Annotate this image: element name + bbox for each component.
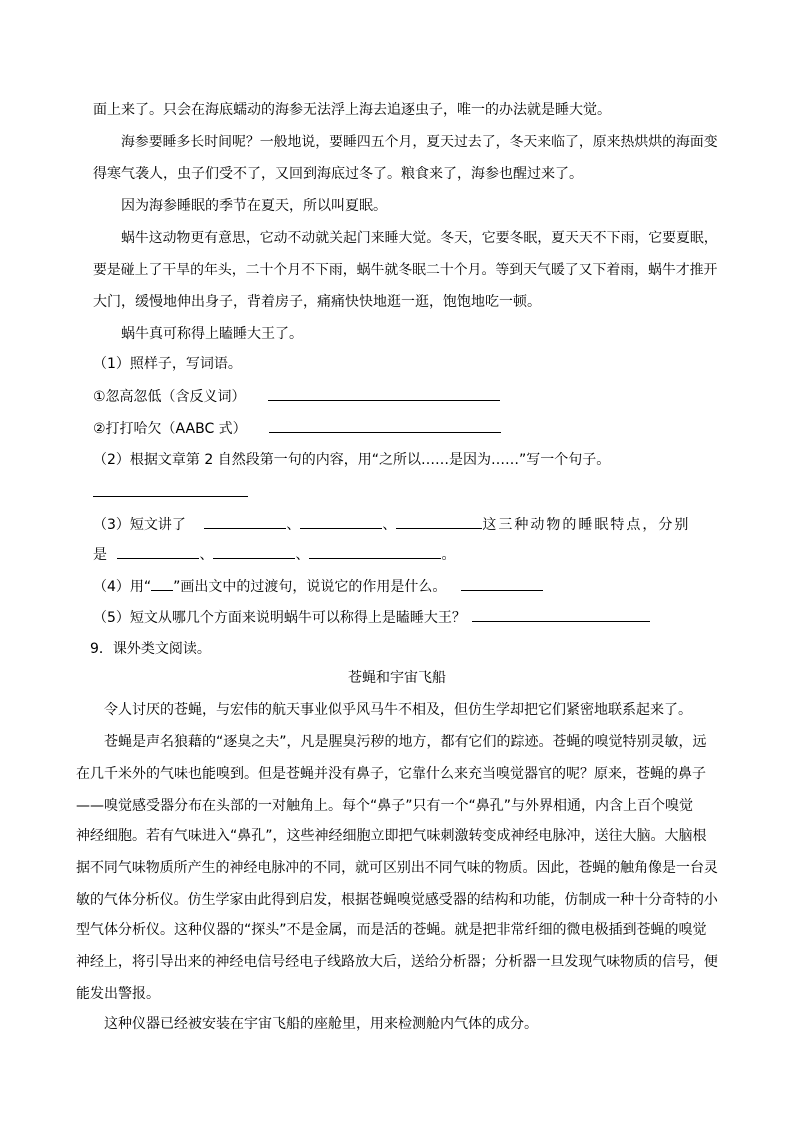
- question-4-text: ”画出文中的过渡句，说说它的作用是什么。: [173, 579, 447, 595]
- paragraph-line: 蜗牛真可称得上瞌睡大王了。: [121, 326, 303, 342]
- question-3-text: 是: [93, 547, 107, 563]
- question-1b: [93, 418, 501, 439]
- paragraph-line: ——嗅觉感受器分布在头部的一对触角上。每个“鼻子”只有一个“鼻孔”与外界相通，内含上百个嗅觉: [76, 798, 694, 814]
- question-2: （2）根据文章第 2 自然段第一句的内容，用“之所以……是因为……”写一个句子。: [93, 452, 611, 468]
- question-1a: [93, 386, 500, 407]
- separator: 、: [286, 517, 301, 533]
- answer-blank[interactable]: [269, 418, 501, 433]
- question-5-text: （5）短文从哪几个方面来说明蜗牛可以称得上是瞌睡大王？: [93, 610, 466, 626]
- paragraph-line: 这种仪器已经被安装在宇宙飞船的座舱里，用来检测舱内气体的成分。: [104, 1016, 538, 1032]
- answer-blank[interactable]: [472, 607, 650, 622]
- paragraph-line: 要是碰上了干旱的年头，二十个月不下雨，蜗牛就冬眠二十个月。等到天气暖了又下着雨，蜗牛才推开: [93, 262, 718, 278]
- paragraph-line: 令人讨厌的苍蝇，与宏伟的航天事业似乎风马牛不相及，但仿生学却把它们紧密地联系起来了。: [104, 702, 692, 718]
- paragraph-line: 据不同气味物质所产生的神经电脉冲的不同，就可区别出不同气味的物质。因此，苍蝇的触角像是一台灵: [76, 860, 718, 876]
- question-3-line-2: [93, 544, 455, 565]
- question-2-answer: [93, 482, 248, 503]
- question-3-line-1: [93, 514, 690, 535]
- article-title: 苍蝇和宇宙飞船: [348, 670, 446, 686]
- paragraph-line: 面上来了。只会在海底蠕动的海参无法浮上海去追逐虫子，唯一的办法就是睡大觉。: [93, 102, 611, 118]
- answer-blank[interactable]: [268, 386, 500, 401]
- paragraph-line: 因为海参睡眠的季节在夏天，所以叫夏眠。: [121, 198, 387, 214]
- paragraph-line: 能发出警报。: [76, 986, 160, 1002]
- paragraph-line: 苍蝇是声名狼藉的“逐臭之夫”，凡是腥臭污秽的地方，都有它们的踪迹。苍蝇的嗅觉特别灵敏，远: [104, 734, 707, 750]
- paragraph-line: 得寒气袭人，虫子们受不了，又回到海底过冬了。粮食来了，海参也醒过来了。: [93, 166, 583, 182]
- paragraph-line: 大门，缓慢地伸出身子，背着房子，痛痛快快地逛一逛，饱饱地吃一顿。: [93, 294, 541, 310]
- separator: 。: [441, 547, 456, 563]
- section-heading: 9．课外类文阅读。: [90, 641, 211, 657]
- answer-blank[interactable]: [309, 544, 441, 559]
- paragraph-line: 蜗牛这动物更有意思，它动不动就关起门来睡大觉。冬天，它要冬眠，夏天天不下雨，它要夏眠，: [121, 230, 718, 246]
- paragraph-line: 型气体分析仪。这种仪器的“探头”不是金属，而是活的苍蝇。就是把非常纤细的微电极插到苍蝇的嗅觉: [76, 922, 707, 938]
- answer-blank[interactable]: [117, 544, 199, 559]
- answer-blank[interactable]: [204, 514, 286, 529]
- answer-blank[interactable]: [396, 514, 482, 529]
- separator: 、: [382, 517, 397, 533]
- paragraph-line: 神经上，将引导出来的神经电信号经电子线路放大后，送给分析器；分析器一旦发现气味物质的信号，便: [76, 954, 718, 970]
- question-3-text: 这三种动物的睡眠特点，分别: [482, 517, 691, 533]
- answer-blank[interactable]: [300, 514, 382, 529]
- answer-blank[interactable]: [461, 576, 543, 591]
- underline-sample: [151, 576, 173, 591]
- separator: 、: [199, 547, 214, 563]
- question-1: （1）照样子，写词语。: [93, 356, 242, 372]
- paragraph-line: 海参要睡多长时间呢？一般地说，要睡四五个月，夏天过去了，冬天来临了，原来热烘烘的海面变: [121, 134, 718, 150]
- paragraph-line: 在几千米外的气味也能嗅到。但是苍蝇并没有鼻子，它靠什么来充当嗅觉器官的呢？原来，苍蝇的鼻子: [76, 766, 706, 782]
- answer-blank[interactable]: [213, 544, 295, 559]
- answer-blank[interactable]: [93, 482, 248, 497]
- question-1b-label: ②打打哈欠（AABC 式）: [93, 421, 247, 437]
- question-4: [93, 576, 543, 597]
- question-3-text: （3）短文讲了: [93, 517, 186, 533]
- paragraph-line: 神经细胞。若有气味进入“鼻孔”，这些神经细胞立即把气味刺激转变成神经电脉冲，送往大脑。大脑根: [76, 828, 707, 844]
- question-1a-label: ①忽高忽低（含反义词）: [93, 389, 246, 405]
- paragraph-line: 敏的气体分析仪。仿生学家由此得到启发，根据苍蝇嗅觉感受器的结构和功能，仿制成一种十分奇特的小: [76, 892, 718, 908]
- question-4-text: （4）用“: [93, 579, 152, 595]
- separator: 、: [295, 547, 310, 563]
- question-5: [93, 607, 650, 628]
